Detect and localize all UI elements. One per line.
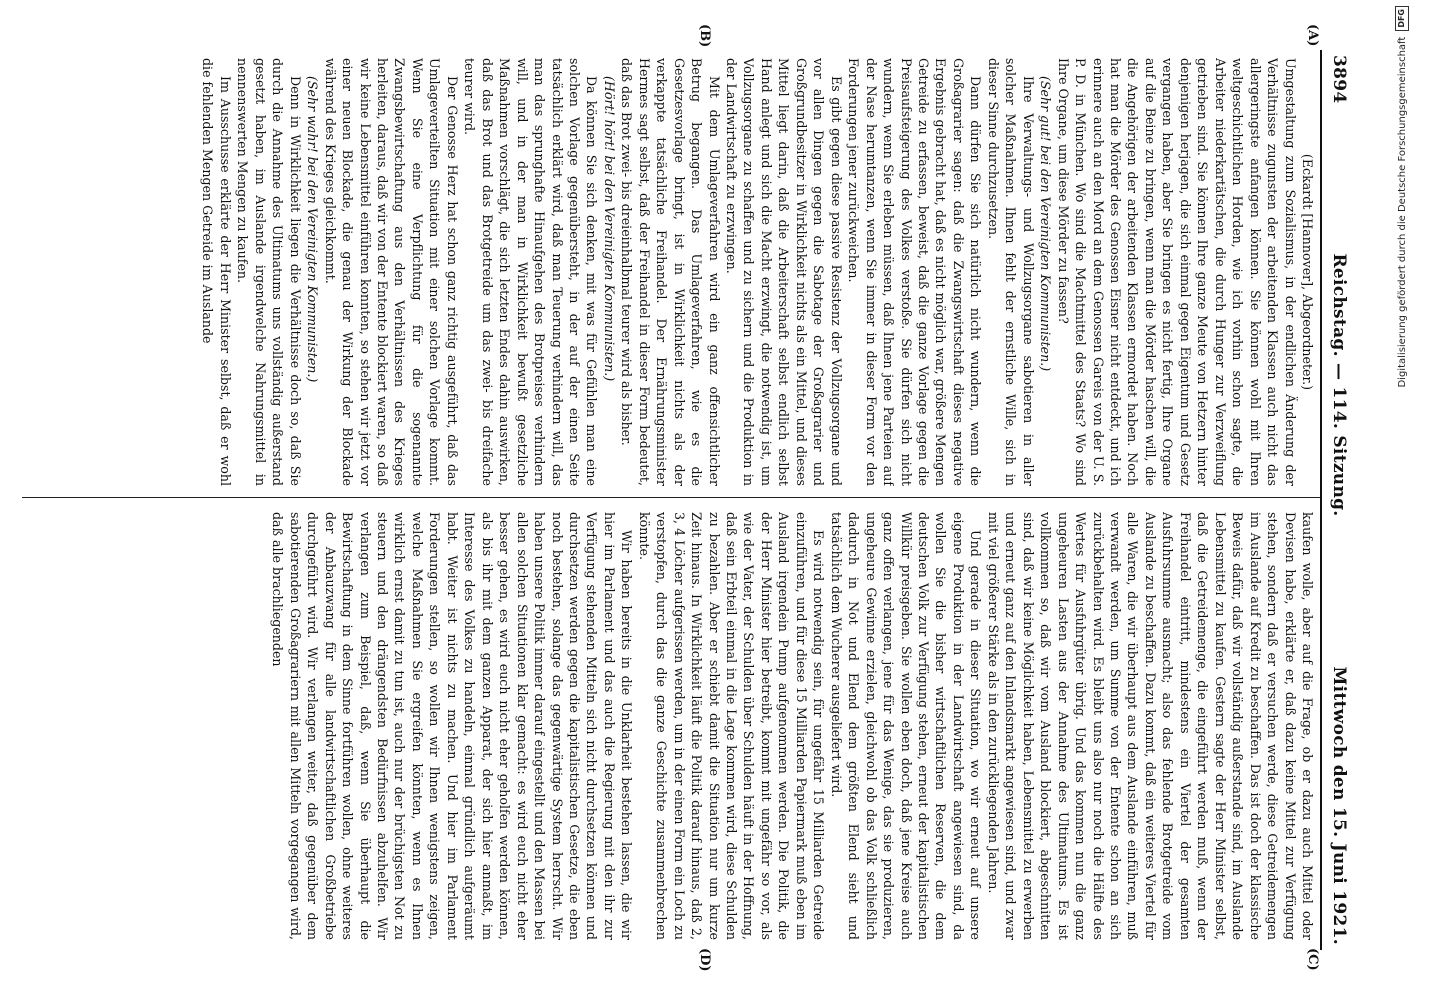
paragraph: Und gerade in dieser Situation, wo wir erneut auf unsere eigene Produktion in der Landwirtschaft angewiesen sind, da wollen Sie die bisher wirtschaftlichen Reserven, die dem deutschen Volk zur Verfügung stehen, erneut der kapitalistischen Willkür preisgeben. Sie wollen eben doch, daß jene Kreise auch ganz offen verlangen, jene für das Wenige, das sie produzieren, ungeheure Gewinne erzielen, gleichwohl ob das Volk schließlich dadurch in Not und Elend dem größten Elend sieht und tatsächlich dem Wucherer ausgeliefert wird. — [828, 512, 984, 940]
page-number: 3894 — [1329, 55, 1349, 104]
paragraph: Mit dem Umlageverfahren wird ein ganz offensichtlicher Betrug begangen. Das Umlageverfahren, wie es die Gesetzesvorlage bringt, ist in Wirklichkeit nichts als der verkappte tatsächliche Freihandel. Der Ernährungsminister Hermes sagt selbst, daß der Freihandel in dieser Form bedeutet, daß das Brot zwei- bis dreieinhalbmal teurer wird als bisher. — [619, 58, 722, 486]
paragraph: Der Genosse Herz hat schon ganz richtig ausgeführt, daß das Umlageverteilten Situation mit einer solchen Vorlage kommt. Wenn Sie eine Verpflichtung für die sogenannte Zwangsbewirtschaftung aus den Verhältnissen des Krieges herleiten, daraus, daß wir von der Entente blockiert waren, so daß wir keine Lebensmittel einführen konnten, so stehen wir jetzt vor einer neuen Blockade, die genau der Wirkung der Blockade während des Krieges gleichkommt. — [322, 58, 460, 486]
margin-marker-c: (C) — [1305, 948, 1320, 971]
paragraph: Wir haben bereits in die Unklarheit bestehen lassen, die wir hier im Parlament und das auch die Regierung mit den ihr zur Verfügung stehenden Mitteln sich nicht durchsetzen können und durchsetzen werden gegen die kapitalistischen Gesetze, die eben noch bestehen, solange das gegenwärtige System herrscht. Wir haben unsere Politik immer darauf eingestellt und den Massen bei allen solchen Situationen klar gemacht: es wird euch nicht eher besser gehen, es wird euch nicht eher geholfen werden können, als bis ihr mit dem ganzen Apparat, der sich hier anmaßt, im Interesse des Volkes zu handeln, einmal gründlich aufgeräumt habt. Weiter ist nichts zu machen. Und hier im Parlament Forderungen stellen, so wollen wir Ihnen wenigstens zeigen, welche Maßnahmen Sie ergreifen könnten, wenn es Ihnen wirklich ernst damit zu tun ist, auch nur der brüchigsten Not zu steuern und den drängendsten Bedürfnissen abzuhelfen. Wir verlangen zum Beispiel, daß, wenn Sie überhaupt die Bewirtschaftung in dem Sinne fortführen wollen, ohne weiteres der Anbauzwang für alle landwirtschaftlichen Großbetriebe durchgeführt wird. Wir verlangen weiter, daß gegenüber dem sabotierenden Großagrariern mit allen Mitteln vorgegangen wird, daß alle brachliegenden — [270, 512, 635, 940]
paragraph: Denn in Wirklichkeit liegen die Verhältnisse doch so, daß Sie durch die Annahme des Ultimatums uns vollständig außerstand gesetzt haben, im Auslande irgendwelche Nahrungsmittel in nennenswerten Mengen zu kaufen. — [235, 58, 303, 486]
paragraph: Da können Sie sich denken, mit was für Gefühlen man eine solchen Vorlage gegenübersteht, in der auf der einen Seite tatsächlich erklärt wird, daß man Teuerung verhindern will, das man das sprunghafte Hinaufgehen des Brotpreises verhindern will, und in der man in Wirklichkeit bewußt gesetzliche Maßnahmen vorschlägt, die sich letzten Endes dahin auswirken, daß das Brot und das Brotgetreide um das zwei- bis dreifache teurer wird. — [462, 58, 600, 486]
interjection: (Sehr wahr! bei den Vereinigten Kommunisten.) — [305, 76, 321, 383]
right-column — [36, 512, 1316, 940]
interjection: (Hört! hört! bei den Vereinigten Kommunisten.) — [601, 76, 617, 382]
paragraph: Im Ausschusse erklärte der Herr Minister selbst, daß er wohl die fehlenden Mengen Getreide im Auslande — [200, 58, 233, 486]
paragraph: Es wird notwendig sein, für ungefähr 15 Milliarden Getreide einzuführen, und für diese 15 Milliarden Papiermark muß eben im Ausland irgendein Pump aufgenommen werden. Die Politik, die der Herr Minister hier betreibt, kommt mit ungefähr so vor, als wie der Vater, der Schulden über Schulden häuft in der Hoffnung, daß sein Erbteil einmal in die Lage kommen wird, diese Schulden zu bezahlen. Aber er schiebt damit die Situation nur um kurze Zeit hinaus. In Wirklichkeit läuft die Politik darauf hinaus, daß 2, 3, 4 Löcher aufgerissen werden, um in der einen Form ein Loch zu verstopfen, durch das die ganze Geschichte zusammenbrechen könnte. — [636, 512, 827, 940]
column-divider — [22, 497, 1320, 498]
dfg-logo: DFG — [1395, 6, 1409, 31]
margin-marker-b: (B) — [697, 24, 712, 48]
paragraph: Ihre Verwaltungs- und Wollzugsorgane sabotieren in aller solcher Maßnahmen. Ihnen fehlt der ernstliche Wille, sich in dieser Sinne durchzusetzen. — [985, 58, 1036, 486]
margin-marker-a: (A) — [1305, 24, 1320, 47]
credit-text: Digitalisierung gefördert durch die Deutsche Forschungsgemeinschaft — [1396, 36, 1408, 388]
header-rule — [1320, 50, 1322, 950]
session-title: Reichstag. — 114. Sitzung. — [1329, 253, 1349, 517]
page-header — [1324, 55, 1354, 945]
paragraph: Umgestaltung zum Sozialismus, in der endlichen Änderung der Verhältnisse zugunsten der arbeitenden Klassen auch nicht das allergeringste anfangen können. Sie können wohl mit Ihren weltgeschichtlichen Horden, wie ich vorhin schon sagte, die Arbeiter niederkartätschen, die durch Hunger zur Verzweiflung getrieben sind. Sie können Ihre ganze Meute von Hetzern hinter denjenigen herjagen, die sich einmal gegen Eigentum und Gesetz vergangen haben, aber Sie bringen es nicht fertig, Ihre Organe auf die Beine zu bringen, wenn man die Mörder haschen will, die die Angehörigen der arbeitenden Klassen ermordet haben. Noch hat man die Mörder des Genossen Eisner nicht entdeckt, und ich erinnere auch an den Mord an dem Genossen Gareis von der U. S. P. D. in München. Wo sind die Machtmittel des Staats? Wo sind Ihre Organe, um diese Mörder zu fassen? — [1055, 58, 1298, 486]
digitization-credit — [1392, 0, 1412, 1000]
paragraph: Dann dürfen Sie sich natürlich nicht wundern, wenn die Großagrarier sagen: daß die Zwangswirtschaft dieses negative Ergebnis gebracht hat, daß es nicht möglich war, größere Mengen Getreide zu erfassen, beweist, daß die ganze Vorlage gegen die Preisaufsteigerung des Volkes verstoße. Sie dürfen sich nicht wundern, wenn Sie erleben müssen, daß Ihnen jene Parteien auf der Nase herumtanzen, wenn Sie immer in dieser Form vor den Forderungen jener zurückweichen. — [846, 58, 984, 486]
paragraph: (Eckardt [Hannover], Abgeordneter.) — [1300, 153, 1315, 391]
interjection: (Sehr gut! bei den Vereinigten Kommunisten.) — [1038, 76, 1054, 372]
session-date: Mittwoch den 15. Juni 1921. — [1329, 666, 1349, 945]
paragraph: kaufen wolle, aber auf die Frage, ob er dazu auch Mittel oder Devisen habe, erklärte er, daß dazu keine Mittel zur Verfügung stehen, sondern daß er versuchen werde, diese Getreidemengen im Auslande auf Kredit zu beschaffen. Das ist doch der klassische Beweis dafür, daß wir vollständig außerstande sind, im Auslande Lebensmittel zu kaufen. Gestern sagte der Herr Minister selbst, daß die Getreidemenge, die eingeführt werden muß, wenn der Freihandel eintritt, mindestens ein Viertel der gesamten Ausfuhrsumme ausmacht; also das fehlende Brotgetreide vom Auslande zu beschaffen. Dazu kommt, daß ein weiteres Viertel für alle Waren, die wir überhaupt aus dem Auslande einführen, muß verwandt werden, um Summe von der Entente schon an sich zurückbehalten wird. Es bleibt uns also nur noch die Hälfte des Wertes für Ausfuhrgüter übrig. Und das kommen nun die ganz ungeheuren Lasten aus der Annahme des Ultimatums. Es ist vollkommen so, daß wir vom Ausland blockiert, abgeschnitten sind, daß wir keine Möglichkeit haben, Lebensmittel zu erwerben und erneut ganz auf den Inlandsmarkt angewiesen sind, und zwar mit viel größerer Stärke als in den zurückliegenden Jahren. — [985, 512, 1315, 940]
left-column — [36, 58, 1316, 486]
margin-marker-d: (D) — [697, 948, 712, 972]
paragraph: Es gibt gegen diese passive Resistenz der Vollzugsorgane und vor allen Dingen gegen die Sabotage der Großagrarier und Großgrundbesitzer in Wirklichkeit nichts als ein Mittel, und dieses Mittel liegt darin, daß die Arbeiterschaft selbst endlich selbst Hand anlegt und sich die Macht erzwingt, die notwendig ist, um Vollzugsorgane zu schaffen und zu sichern und die Produktion in der Landwirtschaft zu erzwingen. — [724, 58, 844, 486]
